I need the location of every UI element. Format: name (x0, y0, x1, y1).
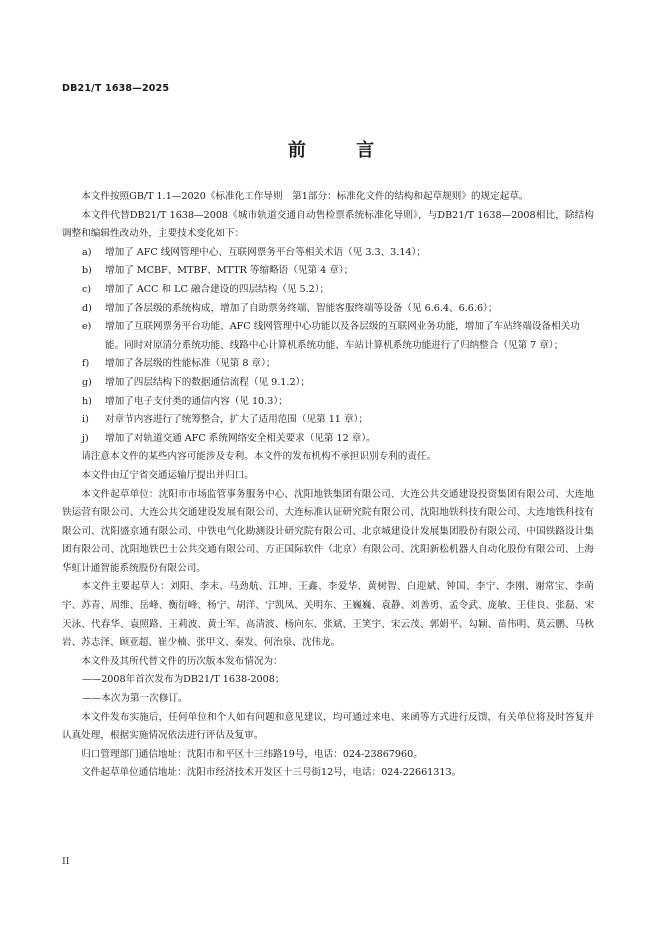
intro-paragraph: 本文件代替DB21/T 1638—2008《城市轨道交通自动售检票系统标准化导则》，与DB21/T 1638—2008相比，除结构调整和编辑性改动外，主要技术变化如下： (62, 209, 594, 240)
intro-paragraph: 本文件按照GB/T 1.1—2020《标准化工作导则 第1部分：标准化文件的结构和起草规则》的规定起草。 (81, 191, 529, 202)
list-text: 增加了各层级的性能标准（见第 8 章）； (105, 358, 276, 370)
list-marker: e) (82, 321, 92, 333)
list-item (82, 300, 594, 319)
list-marker: c) (82, 283, 92, 295)
list-text: 增加了对轨道交通 AFC 系统网络安全相关要求（见第 12 章）。 (105, 432, 376, 444)
document-code: DB21/T 1638—2025 (62, 83, 170, 94)
history-heading: 本文件及其所代替文件的历次版本发布情况为： (81, 655, 283, 667)
changes-list (62, 244, 594, 449)
list-item (82, 244, 594, 263)
list-text: 增加了 ACC 和 LC 融合建设的四层结构（见 5.2）； (105, 283, 330, 295)
list-text: 对章节内容进行了统筹整合，扩大了适用范围（见第 11 章）； (105, 414, 368, 426)
list-text: 增加了各层级的系统构成，增加了自助票务终端、智能客服终端等设备（见 6.6.4、6.6.6）； (105, 302, 498, 314)
list-marker: d) (82, 302, 92, 314)
list-marker: f) (82, 358, 90, 370)
list-item (82, 411, 594, 430)
feedback-paragraph: 本文件发布实施后，任何单位和个人如有问题和意见建议，均可通过来电、来函等方式进行反馈，有关单位将及时答复并认真处理，根据实施情况依法进行评估及复审。 (62, 711, 594, 742)
list-text: 增加了电子支付类的通信内容（见 10.3）； (105, 395, 288, 407)
drafters: 本文件主要起草人：刘阳、李末、马劲航、江坤、王鑫、李爱华、黄树智、白迎斌、钟国、李宁、李刚、谢常宝、李萌宇、苏青、周维、岳峰、衡衍峰、杨宁、胡洋、宁凯凤、关明东、王巍巍、袁静、刘善勇、孟令武、庞敏、王佳良、张磊、宋天泳、代春华、袁照路、王莉波、黄士军、高清波、杨向东、张斌、王笑宇、宋云茂、郭娟平、勾颖、苗伟明、莫云鹏、马秋岩、苏志泽、顾亚超、崔少楠、张甲文、秦发、何治泉、沈伟龙。 (62, 581, 594, 649)
list-marker: i) (82, 414, 89, 426)
list-marker: j) (82, 432, 89, 444)
list-text: 增加了 AFC 线网管理中心、互联网票务平台等相关术语（见 3.3、3.14）； (105, 246, 426, 258)
drafter-address: 文件起草单位通信地址：沈阳市经济技术开发区十三号街12号，电话：024-22661313。 (81, 767, 462, 779)
list-text: 增加了四层结构下的数据通信流程（见 9.1.2）； (105, 376, 310, 388)
list-item (82, 318, 594, 355)
list-item (82, 393, 594, 412)
list-marker: b) (82, 265, 92, 277)
list-item (82, 355, 594, 374)
list-item (82, 262, 594, 281)
list-item (82, 281, 594, 300)
list-item (82, 430, 594, 449)
list-text: 增加了 MCBF、MTBF、MTTR 等缩略语（见第 4 章）； (105, 265, 354, 277)
history-item: ——本次为第一次修订。 (82, 693, 188, 705)
list-item (82, 374, 594, 393)
list-text: 增加了互联网票务平台功能、AFC 线网管理中心功能以及各层级的互联网业务功能，增加了车站终端设备相关功能。同时对原清分系统功能、线路中心计算机系统功能、车站计算机系统功能进行了归纳整合（见第 7 章）； (105, 321, 580, 351)
patent-notice: 请注意本文件的某些内容可能涉及专利。本文件的发布机构不承担识别专利的责任。 (81, 451, 437, 463)
drafting-units: 本文件起草单位：沈阳市市场监管事务服务中心、沈阳地铁集团有限公司、大连公共交通建设投资集团有限公司、大连地铁运营有限公司、大连公共交通建设发展有限公司、大连标准认证研究院有限公司、沈阳地铁科技有限公司、大连地铁科技有限公司、沈阳盛京通有限公司、中铁电气化勘测设计研究院有限公司、北京城建设计发展集团股份有限公司、中国铁路设计集团有限公司、沈阳地铁巴士公共交通有限公司、方正国际软件（北京）有限公司、沈阳新松机器人自动化股份有限公司、上海华虹计通智能系统股份有限公司。 (62, 488, 594, 574)
list-marker: h) (82, 395, 92, 407)
page-number: II (62, 856, 70, 867)
proposer-paragraph: 本文件由辽宁省交通运输厅提出并归口。 (81, 469, 254, 481)
page-title: 前 言 (287, 140, 397, 161)
list-marker: g) (82, 376, 92, 388)
foreword-body (62, 188, 594, 783)
history-item: ——2008年首次发布为DB21/T 1638-2008； (82, 674, 285, 686)
list-marker: a) (82, 246, 92, 258)
admin-address: 归口管理部门通信地址：沈阳市和平区十三纬路19号，电话：024-23867960。 (81, 748, 423, 760)
